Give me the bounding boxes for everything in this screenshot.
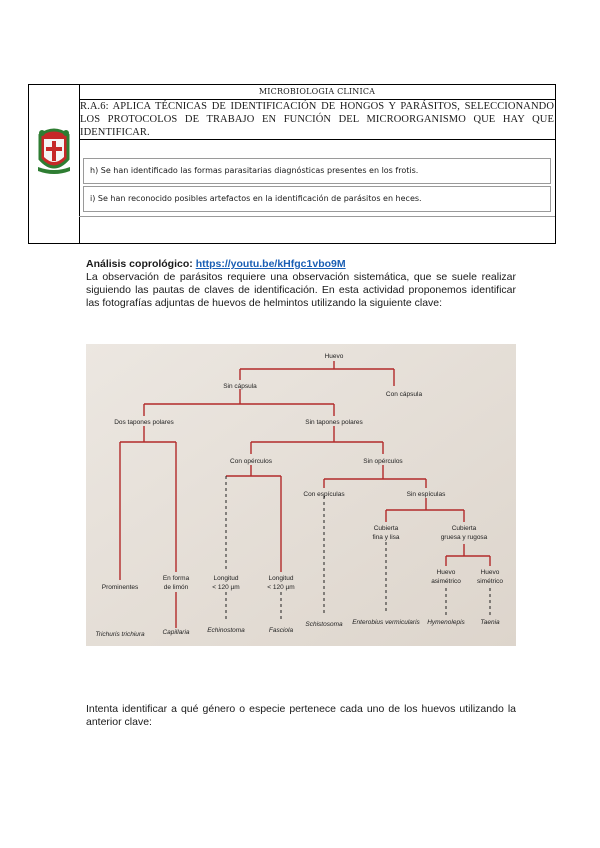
key-con-operculos: Con opérculos bbox=[230, 458, 272, 465]
key-taxon: Taenia bbox=[480, 619, 500, 626]
key-sin-operculos: Sin opérculos bbox=[363, 458, 403, 465]
key-en-forma-1: En forma bbox=[162, 575, 190, 582]
video-link[interactable]: https://youtu.be/kHfgc1vbo9M bbox=[195, 258, 346, 270]
key-cubierta-gruesa-2: gruesa y rugosa bbox=[440, 534, 488, 541]
divider bbox=[79, 216, 555, 217]
key-cubierta-gruesa-1: Cubierta bbox=[451, 525, 477, 532]
key-longitud-a-2: < 120 µm bbox=[212, 584, 240, 591]
intro-paragraph: La observación de parásitos requiere una observación sistemática, que se suele realizar siguiendo las pautas de claves de identificación. En esta actividad proponemos identificar las fotografías adjuntas de huevos de helmintos utilizando la siguiente clave: bbox=[86, 271, 516, 309]
task-instruction: Intenta identificar a qué género o especie pertenece cada uno de los huevos utilizando la anterior clave: bbox=[86, 702, 516, 728]
criterion-i: i) Se han reconocido posibles artefactos en la identificación de parásitos en heces. bbox=[83, 186, 551, 212]
logo-cell bbox=[29, 85, 80, 243]
school-crest-icon bbox=[34, 121, 74, 181]
key-taxon: Enterobius vermicularis bbox=[352, 619, 420, 626]
header-table bbox=[28, 84, 556, 244]
section-heading: Análisis coprológico: bbox=[86, 258, 196, 270]
key-root: Huevo bbox=[324, 353, 344, 360]
key-taxon: Trichuris trichiura bbox=[95, 631, 145, 638]
identification-key-photo bbox=[86, 344, 516, 646]
key-cubierta-fina-2: fina y lisa bbox=[372, 534, 400, 541]
key-sin-capsula: Sin cápsula bbox=[223, 383, 257, 390]
key-longitud-b-1: Longitud bbox=[268, 575, 294, 582]
subject-title: MICROBIOLOGIA CLINICA bbox=[79, 85, 555, 100]
key-taxon: Fasciola bbox=[268, 627, 294, 634]
key-sin-espiculas: Sin espículas bbox=[406, 491, 446, 498]
key-taxon: Capillaria bbox=[162, 629, 190, 636]
key-en-forma-2: de limón bbox=[163, 584, 189, 591]
key-longitud-a-1: Longitud bbox=[213, 575, 239, 582]
key-dos-tapones: Dos tapones polares bbox=[114, 419, 174, 426]
key-taxon: Schistosoma bbox=[305, 621, 343, 628]
key-taxon: Hymenolepis bbox=[427, 619, 465, 626]
key-simetrico-1: Huevo bbox=[480, 569, 500, 576]
learning-outcome: R.A.6: APLICA TÉCNICAS DE IDENTIFICACIÓN DE HONGOS Y PARÁSITOS, SELECCIONANDO LOS PROTOCOLOS DE TRABAJO EN FUNCIÓN DEL MICROORGANISMO QUE HAY QUE IDENTIFICAR. bbox=[80, 101, 554, 138]
key-taxon: Echinostoma bbox=[207, 627, 245, 634]
key-con-capsula: Con cápsula bbox=[385, 391, 423, 398]
key-prominentes: Prominentes bbox=[101, 584, 139, 591]
key-sin-tapones: Sin tapones polares bbox=[305, 419, 363, 426]
key-asimetrico-2: asimétrico bbox=[431, 578, 461, 585]
key-longitud-b-2: < 120 µm bbox=[267, 584, 295, 591]
intro-section bbox=[86, 258, 516, 310]
criterion-h: h) Se han identificado las formas parasitarias diagnósticas presentes en los frotis. bbox=[83, 158, 551, 184]
identification-key-diagram bbox=[86, 344, 516, 646]
key-cubierta-fina-1: Cubierta bbox=[373, 525, 399, 532]
key-asimetrico-1: Huevo bbox=[436, 569, 456, 576]
key-simetrico-2: simétrico bbox=[476, 578, 504, 585]
key-con-espiculas: Con espículas bbox=[303, 491, 345, 498]
